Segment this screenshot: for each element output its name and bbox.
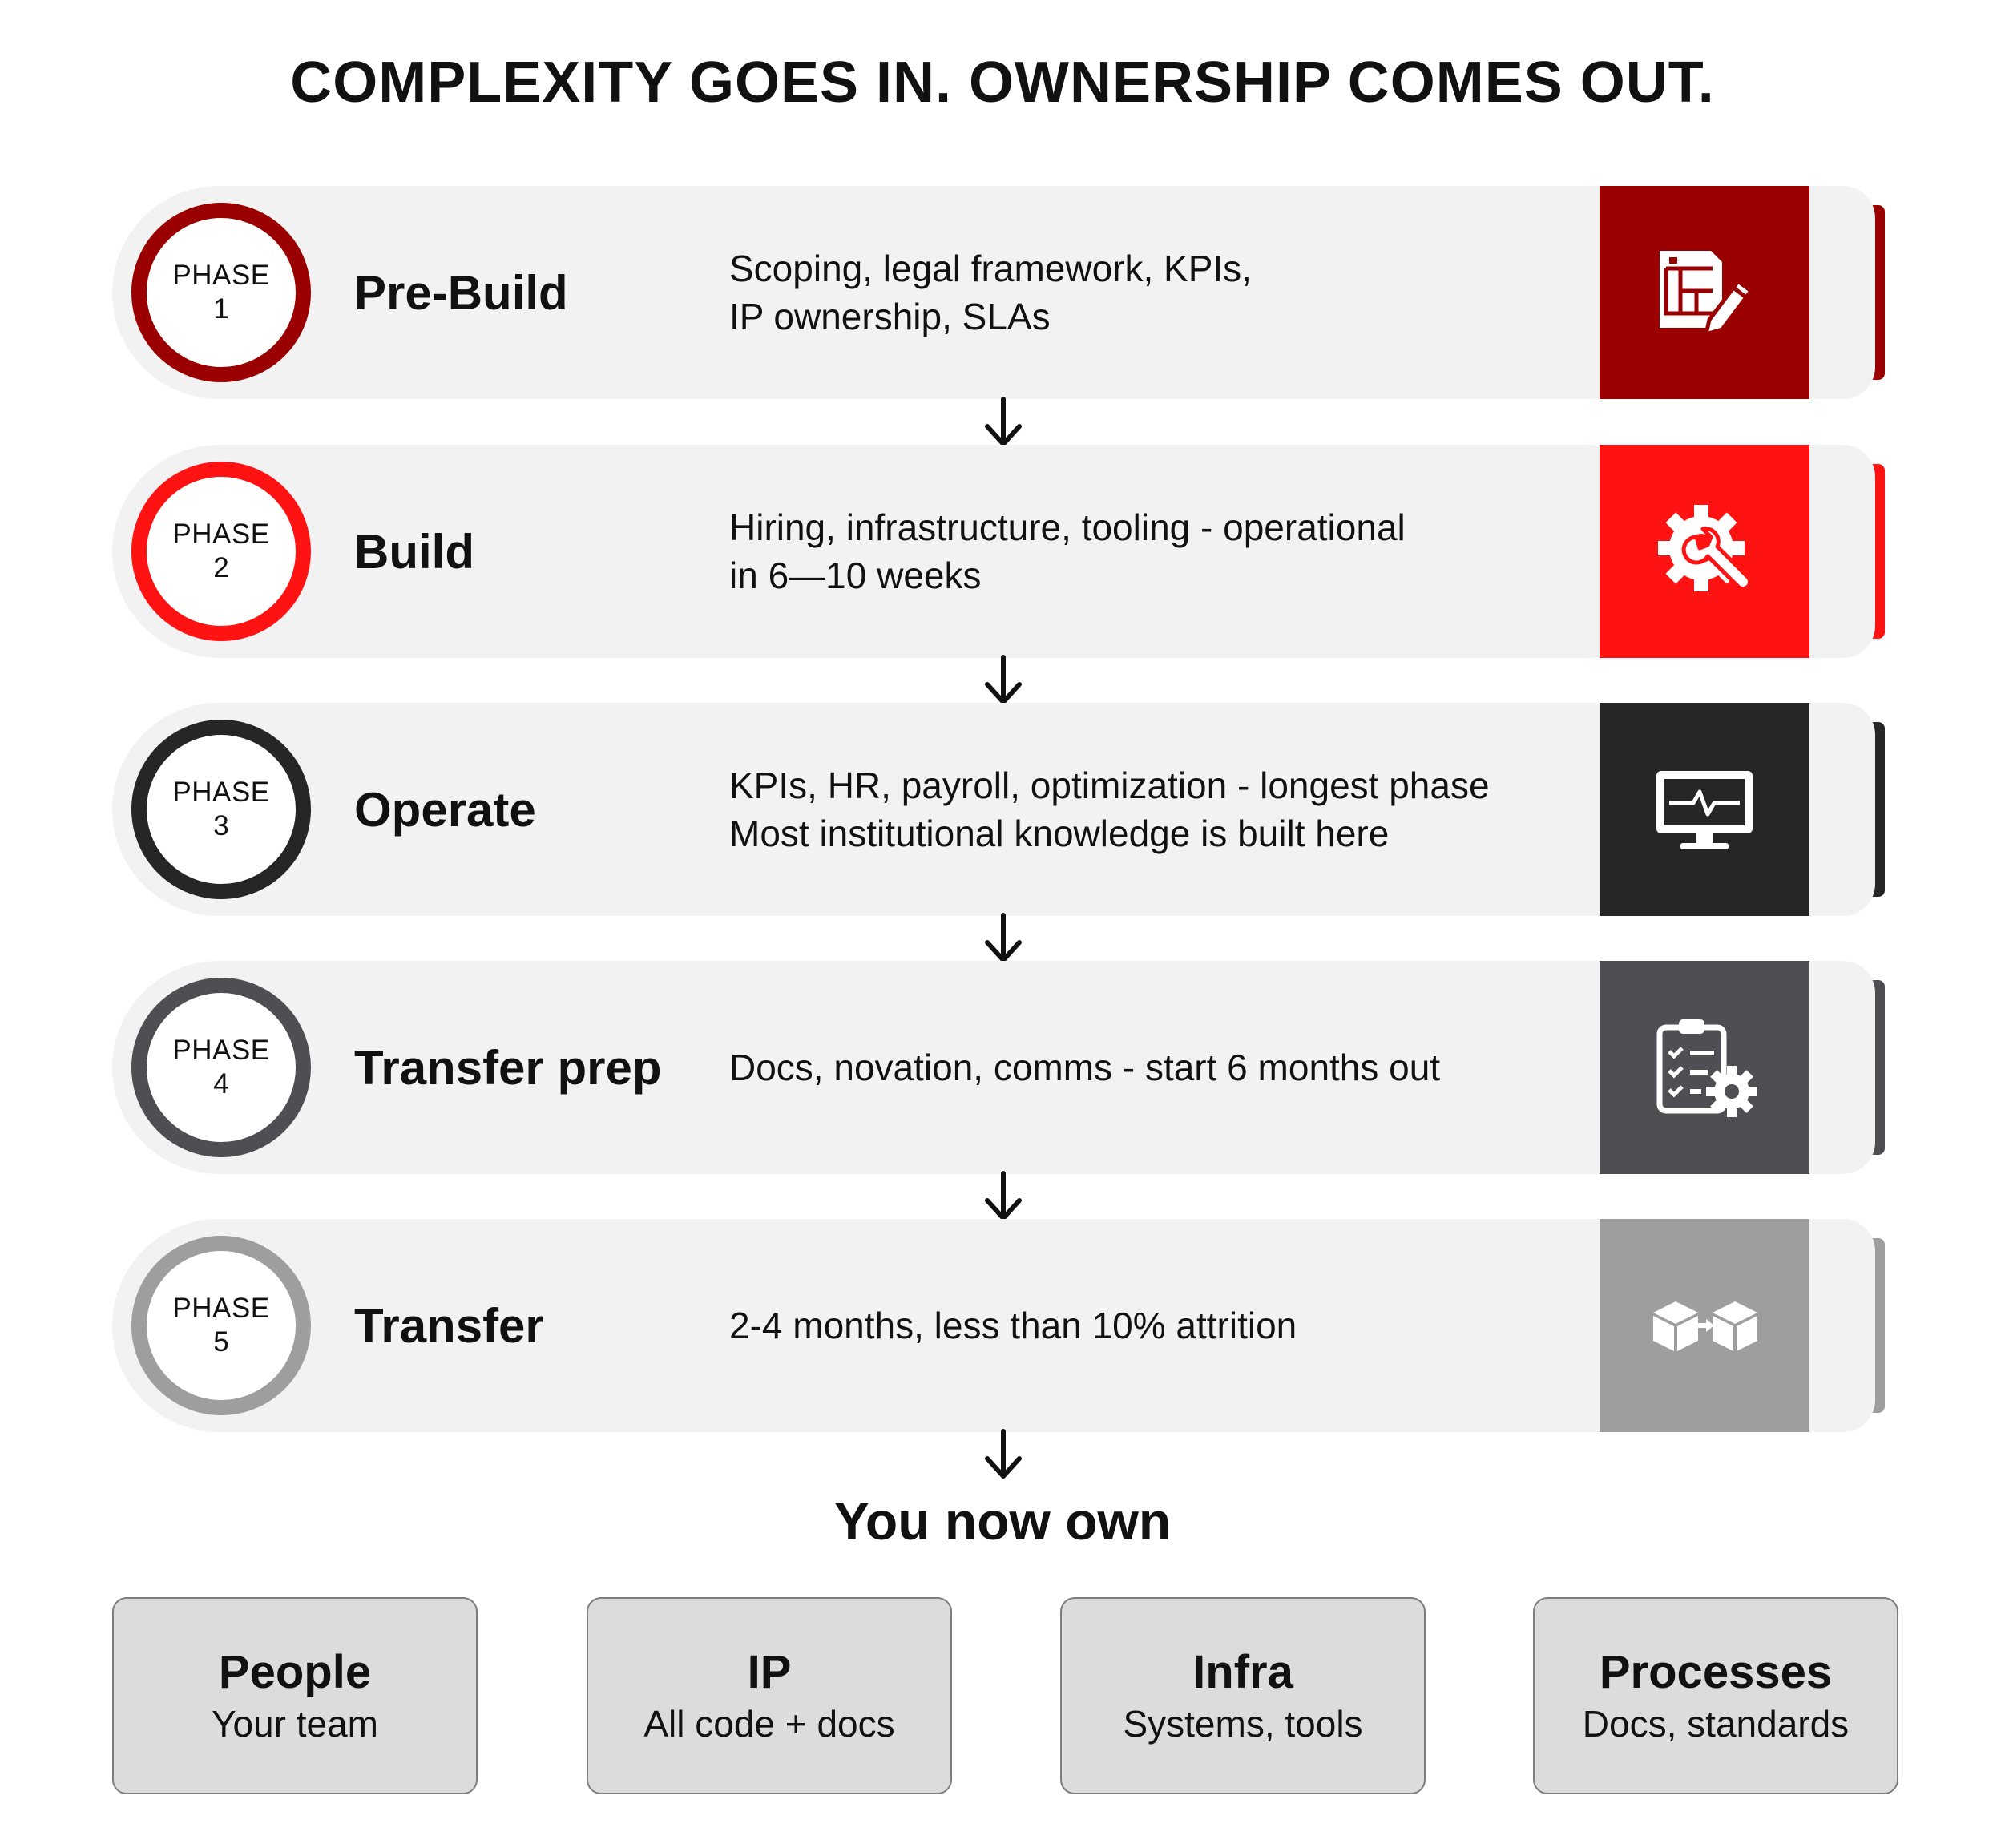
phase-number: 5: [213, 1326, 229, 1358]
phase-label: PHASE: [172, 777, 270, 808]
phase-label: PHASE: [172, 1035, 270, 1066]
phase-badge: [131, 978, 311, 1157]
phase-name: Pre-Build: [354, 265, 568, 320]
phase-description-line: IP ownership, SLAs: [729, 296, 1051, 337]
arrow-down-icon: [979, 654, 1027, 707]
own-card-heading: Processes: [1599, 1646, 1833, 1698]
phase-description: [729, 961, 1691, 1174]
phase-description: [729, 186, 1691, 399]
phase-number: 3: [213, 810, 229, 841]
clipboard-gear-icon: [1648, 1011, 1761, 1124]
arrow-down-icon: [979, 1428, 1027, 1481]
phase-description-line: Hiring, infrastructure, tooling - operational: [729, 506, 1406, 548]
phase-icon-box: [1600, 1219, 1809, 1432]
phase-row-3: [112, 703, 1899, 916]
phase-description-line: Most institutional knowledge is built here: [729, 813, 1390, 854]
phase-badge: [131, 720, 311, 899]
phase-icon-box: [1600, 445, 1809, 658]
phase-number: 1: [213, 293, 229, 325]
arrow-down-icon: [979, 912, 1027, 965]
box-transfer-icon: [1648, 1269, 1761, 1382]
own-card-heading: Infra: [1192, 1646, 1293, 1698]
phase-badge: [131, 203, 311, 382]
phase-description: [729, 703, 1691, 916]
phase-row-4: [112, 961, 1899, 1174]
own-card-subtitle: Your team: [212, 1703, 378, 1745]
own-card-infra: [1060, 1597, 1426, 1794]
arrow-down-icon: [979, 396, 1027, 449]
phase-number: 2: [213, 552, 229, 583]
own-card-processes: [1533, 1597, 1898, 1794]
phase-badge: [131, 1236, 311, 1415]
own-card-heading: IP: [747, 1646, 792, 1698]
phase-description-line: Scoping, legal framework, KPIs,: [729, 248, 1252, 289]
phase-description-line: Docs, novation, comms - start 6 months out: [729, 1047, 1441, 1088]
page-title: COMPLEXITY GOES IN. OWNERSHIP COMES OUT.: [290, 50, 1715, 115]
phase-row-5: [112, 1219, 1899, 1432]
phase-icon-box: [1600, 961, 1809, 1174]
arrow-down-icon: [979, 1170, 1027, 1223]
own-card-subtitle: Docs, standards: [1582, 1703, 1850, 1745]
own-card-subtitle: All code + docs: [643, 1703, 895, 1745]
own-section-title: You now own: [833, 1491, 1172, 1551]
phase-description-line: 2-4 months, less than 10% attrition: [729, 1305, 1297, 1346]
phase-row-1: [112, 186, 1899, 399]
blueprint-pencil-icon: [1648, 236, 1761, 349]
own-card-subtitle: Systems, tools: [1123, 1703, 1363, 1745]
phase-name: Transfer prep: [354, 1040, 662, 1095]
own-card-ip: [587, 1597, 952, 1794]
phase-description: [729, 1219, 1691, 1432]
phase-number: 4: [213, 1068, 229, 1100]
phase-name: Build: [354, 524, 474, 579]
monitor-pulse-icon: [1648, 753, 1761, 865]
phase-name: Operate: [354, 782, 536, 837]
phase-label: PHASE: [172, 518, 270, 550]
phase-description-line: in 6—10 weeks: [729, 555, 982, 596]
phase-icon-box: [1600, 703, 1809, 916]
phase-row-2: [112, 445, 1899, 658]
phase-icon-box: [1600, 186, 1809, 399]
phase-description-line: KPIs, HR, payroll, optimization - longest phase: [729, 765, 1490, 806]
own-card-heading: People: [218, 1646, 372, 1698]
phase-badge: [131, 462, 311, 641]
own-card-people: [112, 1597, 478, 1794]
phase-label: PHASE: [172, 1293, 270, 1324]
phase-label: PHASE: [172, 260, 270, 291]
gear-wrench-icon: [1648, 495, 1761, 607]
phase-name: Transfer: [354, 1298, 544, 1353]
phase-description: [729, 445, 1691, 658]
